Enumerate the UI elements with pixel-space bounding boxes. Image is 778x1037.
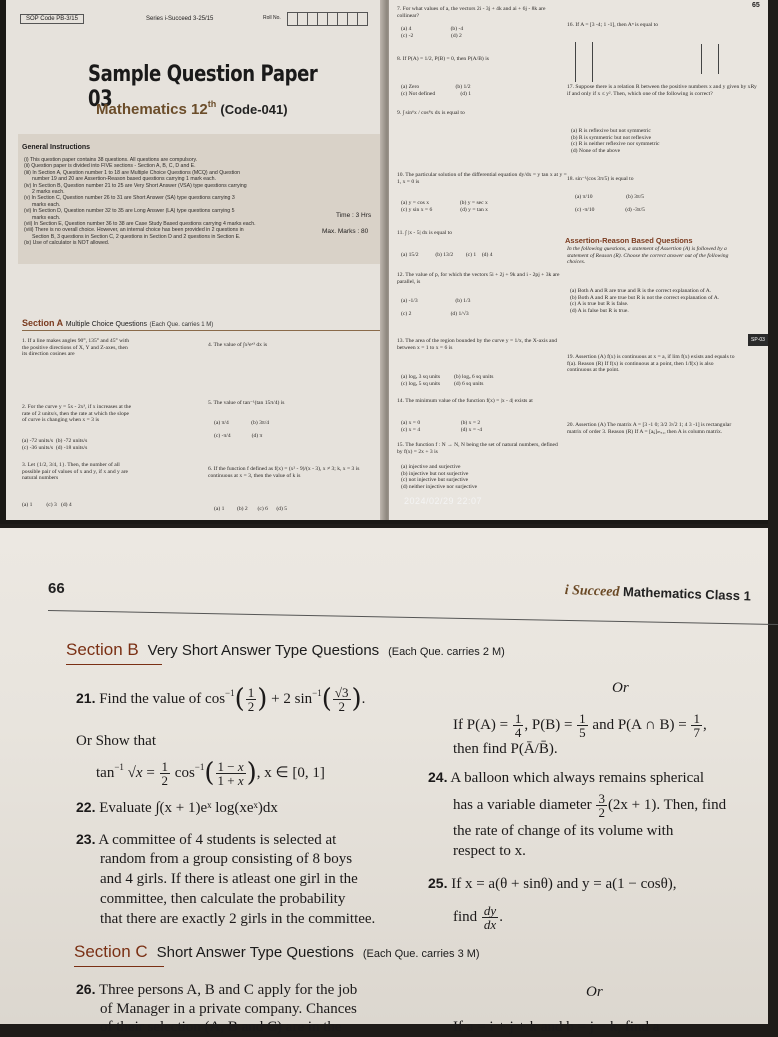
q10: 10. The particular solution of the differential equation dy/dx = y tan x at y = 1, x = 0 is <box>397 172 567 185</box>
q20: 20. Assertion (A) The matrix A = [3 -1 0; 3/2 3√2 1; 4 3 -1] is rectangular matrix of order 3. Reason (R) If A = [aᵢⱼ]ₘₓ₁, then A is column matrix. <box>567 422 732 435</box>
q14-options: (a) x = 0 (b) x = 2 (c) x = 4 (d) x = -4 <box>401 420 483 433</box>
q8: 8. If P(A) = 1/2, P(B) = 0, then P(A/B) is <box>397 56 489 62</box>
q18-options: (a) π/10 (b) 3π/5 (c) -π/10 (d) -3π/5 <box>575 194 645 214</box>
q15-options: (a) injective and surjective (b) injective but not surjective (c) not injective but surjective (d) neither injective nor surjective <box>401 464 478 490</box>
q13: 13. The area of the region bounded by the curve y = 1/x, the X-axis and between x = 1 to x = 6 is <box>397 338 558 351</box>
section-a-rule <box>22 330 382 331</box>
paper-subject: Mathematics 12th (Code-041) <box>96 99 288 118</box>
q26-or-vectors: If a = i + j + k and b = j − k, find a <box>453 1019 660 1035</box>
q12: 12. The value of p, for which the vectors 5i + 2j + 9k and i - 2pj + 3k are parallel, is <box>397 272 560 285</box>
q6: 6. If the function f defined as f(x) = (x² - 9)/(x - 3), x ≠ 3; k, x = 3 is continuous at x = 3, then the value of k is <box>208 466 360 479</box>
q5: 5. The value of tan⁻¹(tan 15π/4) is <box>208 400 285 406</box>
section-b-underline <box>66 664 162 665</box>
book-spread-photo <box>0 0 768 524</box>
q21-or-equation: $\tan^{-1} √x$ = $\frac{1}{2}$ $\cos^{-1}$( $\frac{1 - x}{1 + x}$ ), x ∈ [0, 1] <box>96 758 325 789</box>
q23-line5: that there are exactly 2 girls in the committee. <box>100 911 376 927</box>
q23-line3: and 4 girls. If there is atleast one girl in the <box>100 871 358 887</box>
assertion-reason-intro: In the following questions, a statement of Assertion (A) is followed by a statement of Reason (R). Choose the correct answer out of the following choices. <box>567 246 729 266</box>
q4: 4. The value of ∫x²eˣ³ dx is <box>208 342 268 348</box>
roll-no-boxes <box>288 12 368 26</box>
q21-alternate-probability: If P(A) = $\frac{1}{4}$ , P(B) = $\frac{1}{5}$ and P(A ∩ B) = $\frac{1}{7}$ , <box>453 711 707 740</box>
q2: 2. For the curve y = 5x - 2x³, if x increases at the rate of 2 units/s, then the rate at which the slope of curve is changing when x = 3 is <box>22 404 132 424</box>
q24-line4: respect to x. <box>453 843 526 859</box>
section-c-underline <box>74 966 164 967</box>
q24-line2: has a variable diameter $\frac{3}{2}$ (2x + 1). Then, find <box>453 791 727 820</box>
q16: 16. If A = [3 -4; 1 -1], then Aⁿ is equal to <box>567 22 658 28</box>
page-number-66: 66 <box>48 580 65 597</box>
or-label-q26: Or <box>586 984 603 1000</box>
q2-options: (a) -72 units/s (b) -72 units/s (c) -36 units/s (d) -18 units/s <box>22 438 88 451</box>
q1: 1. If a line makes angles 90°, 135° and 45° with the positive directions of X, Y and Z-axes, then its direction cosines are <box>22 338 130 358</box>
q21: 21. Find the value of $\cos^{-1}$( $\frac{1}{2}$ ) + 2 $\sin^{-1}$( $\frac{√3}{2}$ ). <box>76 684 366 715</box>
section-c-heading: Section C Short Answer Type Questions (Each Que. carries 3 M) <box>74 942 480 961</box>
assertion-reason-heading: Assertion-Reason Based Questions <box>565 236 693 245</box>
instructions-list: (i) This question paper contains 38 questions. All questions are compulsory. (ii) Question paper is divided into FIVE sections - Section A, B, C, D and E. (iii) In Section A, Question number 1 to 18 are Multiple Choice Questions (MCQ) and Question number 19 and 20 are Assertion-Reason based questions carrying 1 mark each. (iv) In Section B, Question number 21 to 25 are Very Short Answer (VSA) type questions carrying 2 marks each. (v) In Section C, Question number 26 to 31 are Short Answer (SA) type questions carrying 3 marks each. (vi) In Section D, Question number 32 to 35 are Long Answer (LA) type questions carrying 5 marks each. (vii) In Section E, Question number 36 to 38 are Case Study Based questions carrying 4 marks each. (viii) There is no overall choice. However, an internal choice has been provided in 2 questions in Section B, 3 questions in Section C, 2 questions in Section D and 2 questions in Section E. (ix) Use of calculator is NOT allowed. <box>24 157 256 247</box>
q17-options: (a) R is reflexive but not symmetric (b) R is symmetric but not reflexive (c) R is neither reflexive nor symmetric (d) None of the above <box>571 128 660 154</box>
section-b-heading: Section B Very Short Answer Type Questions (Each Que. carries 2 M) <box>66 640 505 659</box>
q19: 19. Assertion (A) f(x) is continuous at x = a, if lim f(x) exists and equals to f(a). Reason (R) If f(x) is continuous at a point, then 1/f(x) is also continuous at the point. <box>567 354 735 374</box>
max-marks-label: Max. Marks : 80 <box>322 228 369 235</box>
header-rule <box>48 610 778 625</box>
q15: 15. The function f : N → N, N being the set of natural numbers, defined by f(x) = 2x + 3 is <box>397 442 558 455</box>
q22: 22. Evaluate ∫(x + 1)eˣ log(xeˣ)dx <box>76 799 278 816</box>
sop-code-box: SOP Code PB-3/15 <box>20 14 84 24</box>
q23-line4: committee, then calculate the probability <box>100 891 346 907</box>
time-label: Time : 3 Hrs <box>336 212 372 219</box>
q16-option-b-matrix <box>701 44 719 74</box>
page-number-65: 65 <box>752 2 760 9</box>
assertion-reason-options: (a) Both A and R are true and R is the correct explanation of A. (b) Both A and R are true but R is not the correct explanation of A. (c) A is true but R is false. (d) A is false but R is true. <box>570 288 720 314</box>
photo-timestamp: 2024/02/29 22:07 <box>404 496 483 506</box>
paper-title: Sample Question Paper 03 <box>88 62 318 112</box>
or-label-q21: Or <box>612 680 629 696</box>
q16-option-c-matrix <box>575 62 593 82</box>
q26: 26. Three persons A, B and C apply for the job <box>76 981 358 998</box>
q7-options: (a) 4 (b) -4 (c) -2 (d) 2 <box>401 26 464 39</box>
q12-options: (a) -1/3 (b) 1/3 (c) 2 (d) 1/√3 <box>401 298 471 318</box>
q25-find: find $\frac{dy}{dx}$ . <box>453 903 503 932</box>
section-a-heading: Section A Multiple Choice Questions (Each Que. carries 1 M) <box>22 318 214 328</box>
running-header-brand: i Succeed Mathematics Class 1 <box>564 582 752 604</box>
q23: 23. A committee of 4 students is selected at <box>76 831 337 848</box>
q13-options: (a) logₑ 3 sq units (b) logₑ 6 sq units (c) logₑ 5 sq units (d) 6 sq units <box>401 374 494 387</box>
q11: 11. ∫ |x - 5| dx is equal to <box>397 230 452 236</box>
q17: 17. Suppose there is a relation R between the positive numbers x and y given by xRy if and only if x ≤ y². Then, which one of the following is correct? <box>567 84 757 97</box>
q26-line2: of Manager in a private company. Chances <box>100 1001 357 1017</box>
q5-options: (a) π/4 (b) 3π/4 (c) -π/4 (d) π <box>214 420 270 440</box>
general-instructions-title: General Instructions <box>22 144 91 151</box>
series-label: Series i-Succeed 3-25/15 <box>146 16 214 22</box>
q21-alternate-find: then find P(Ā/B̄). <box>453 741 558 757</box>
q8-options: (a) Zero (b) 1/2 (c) Not defined (d) 1 <box>401 84 472 97</box>
q25: 25. If x = a(θ + sinθ) and y = a(1 − cosθ), <box>428 875 677 892</box>
q3-options: (a) 1 (c) 3 (d) 4 <box>22 502 72 508</box>
q21-or-show-that: Or Show that <box>76 733 156 749</box>
q11-options: (a) 15/2 (b) 13/2 (c) 1 (d) 4 <box>401 252 493 258</box>
q23-line2: random from a group consisting of 8 boys <box>100 851 353 867</box>
left-page <box>6 0 388 520</box>
lower-page <box>0 528 768 1035</box>
q7: 7. For what values of a, the vectors 2i - 3j + 4k and ai + 6j - 8k are collinear? <box>397 6 546 19</box>
q14: 14. The minimum value of the function f(x) = |x - 4| exists at <box>397 398 533 404</box>
q3: 3. Let {1/2, 3/4, 1}. Then, the number of all possible pair of values of x and y, if x and y are natural numbers <box>22 462 129 482</box>
q24-line3: the rate of change of its volume with <box>453 823 674 839</box>
q26-line3: of their selection (A, B and C) are in the <box>100 1019 342 1035</box>
q10-options: (a) y = cos x (b) y = sec x (c) y sin x = 6 (d) y = tan x <box>401 200 488 213</box>
q24: 24. A balloon which always remains spherical <box>428 769 705 786</box>
side-tab-sp03: SP-03 <box>748 334 768 346</box>
q18: 18. sin⁻¹(cos 3π/5) is equal to <box>567 176 634 182</box>
q9: 9. ∫ sin⁶x / cos⁸x dx is equal to <box>397 110 465 116</box>
q6-options: (a) 1 (b) 2 (c) 6 (d) 5 <box>214 506 288 512</box>
roll-no-label: Roll No. <box>263 15 281 21</box>
